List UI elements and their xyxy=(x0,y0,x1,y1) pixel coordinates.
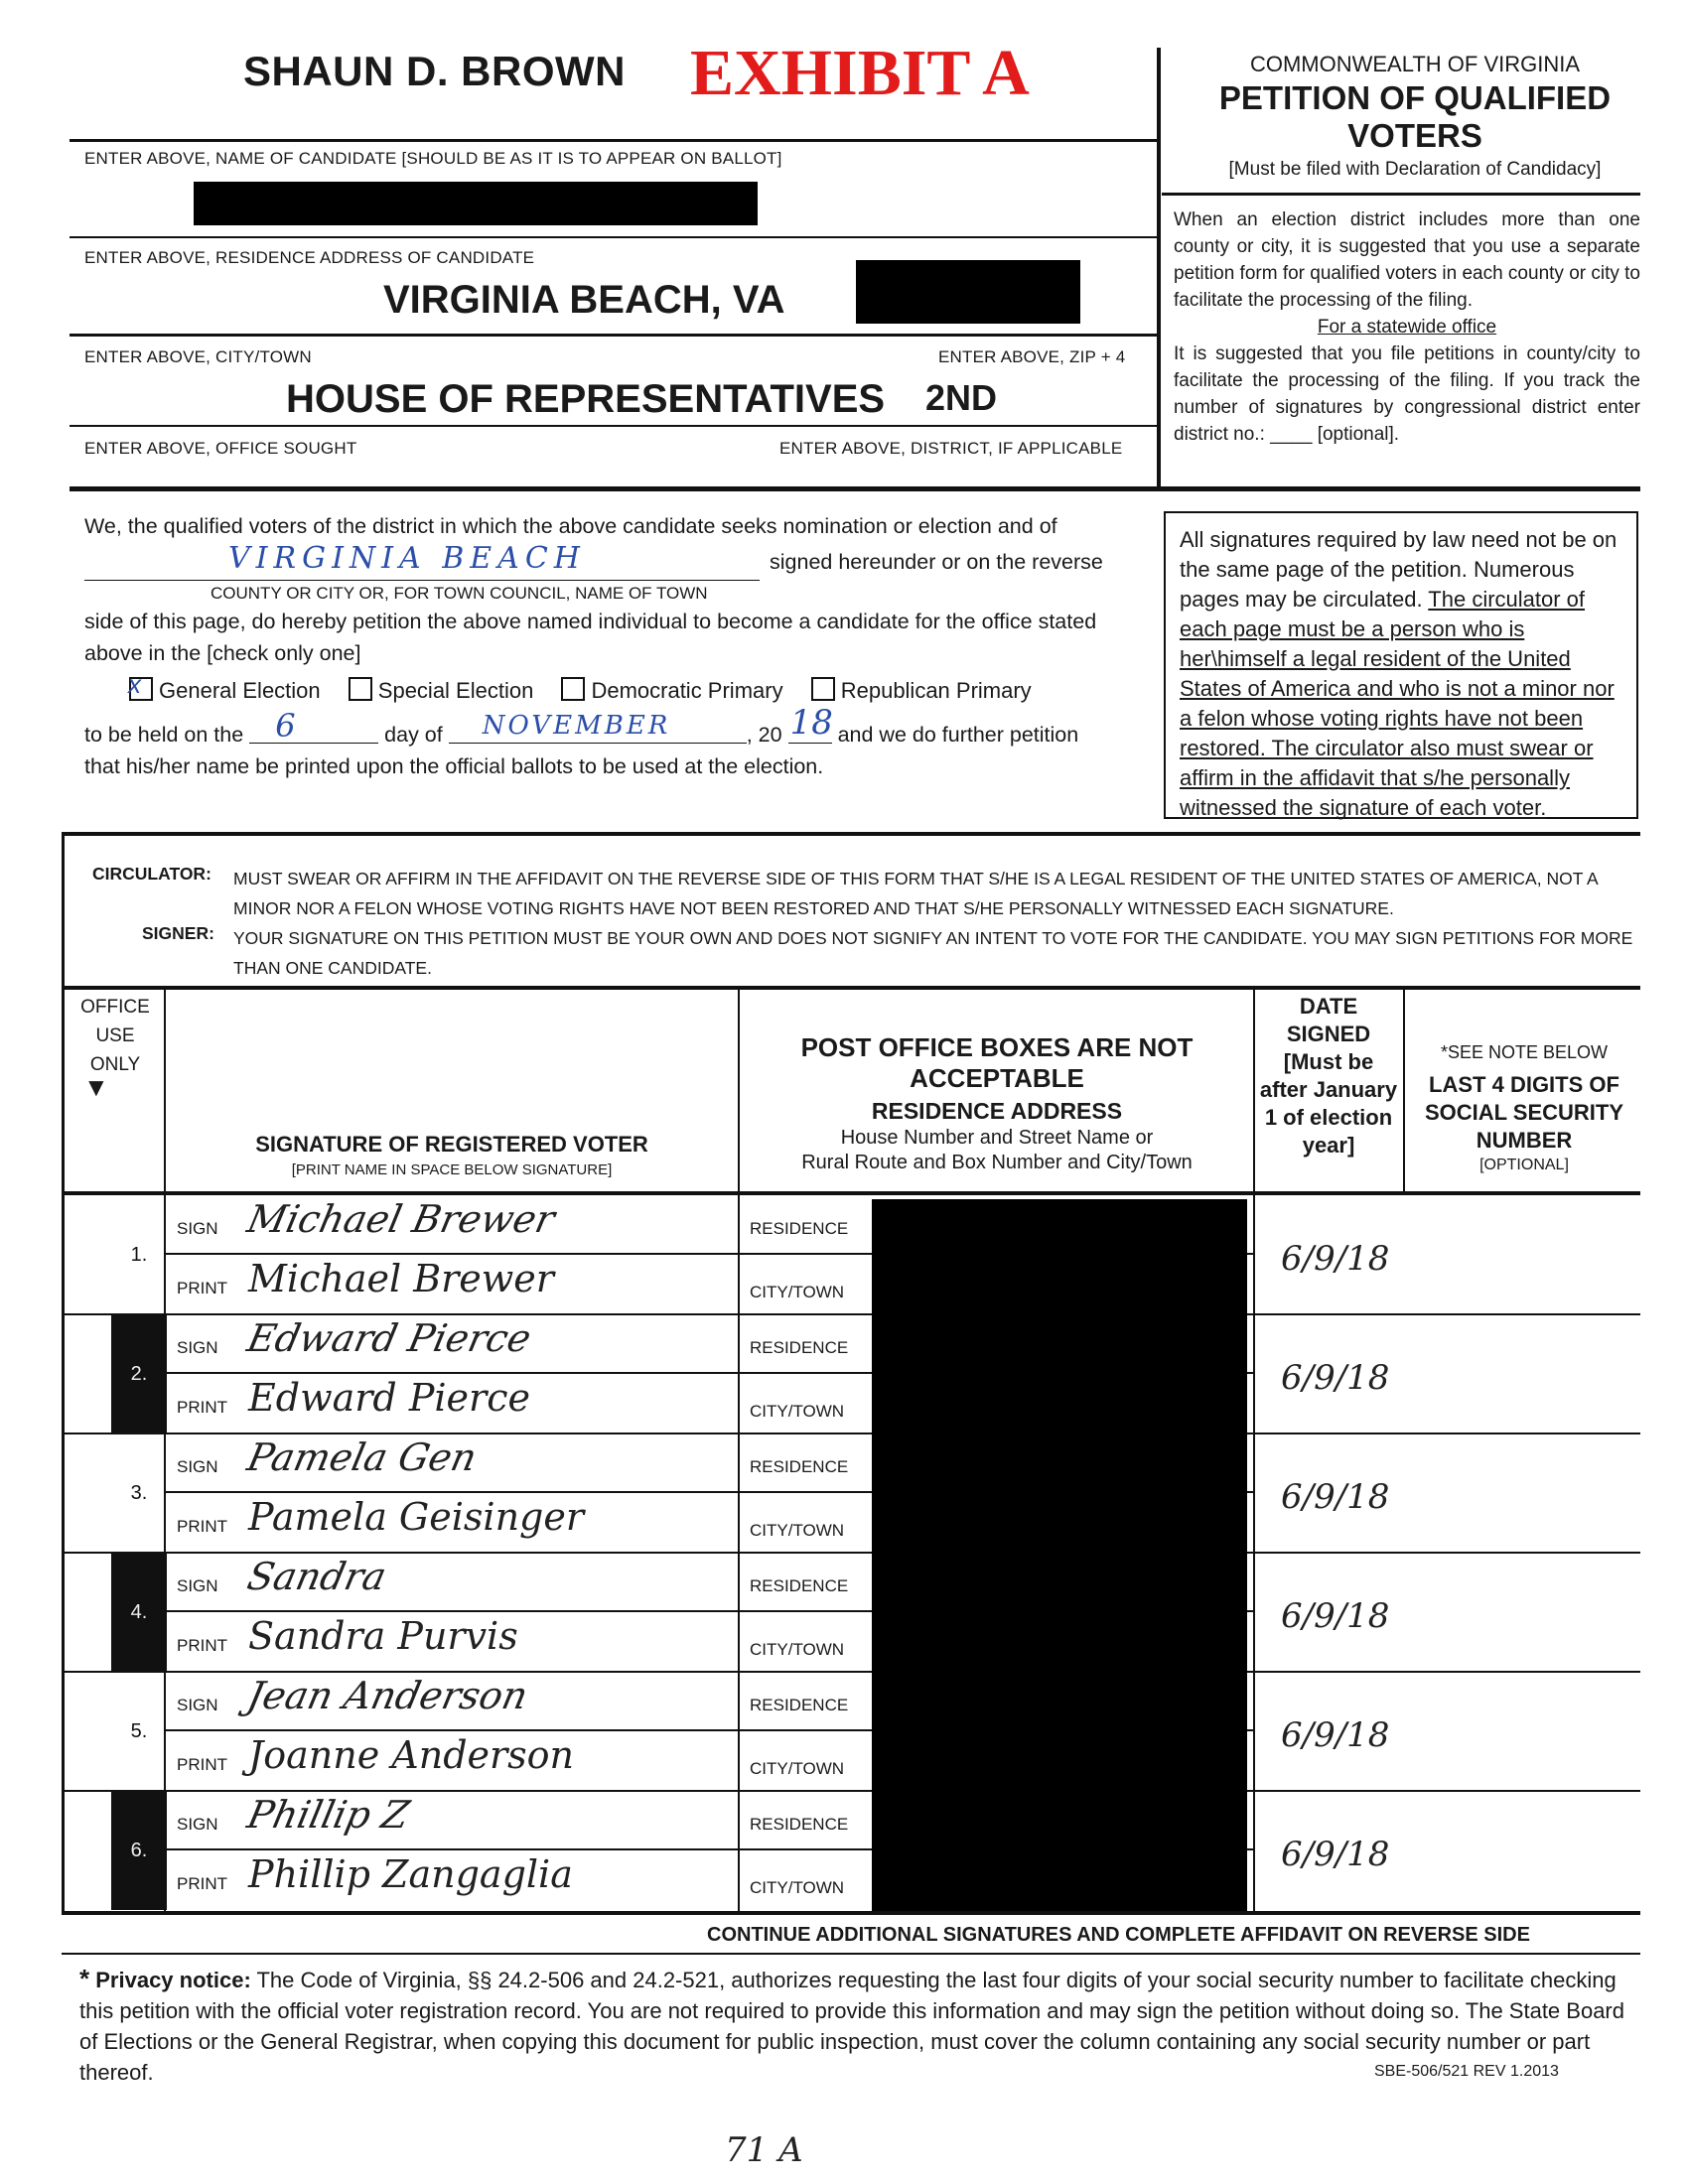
district-number: 2ND xyxy=(925,377,998,418)
form-title: PETITION OF QUALIFIED xyxy=(1218,79,1612,116)
ssn-cell[interactable] xyxy=(1406,1553,1640,1672)
redacted-zip xyxy=(856,260,1080,324)
office-use-arrow: ▼ xyxy=(83,1072,109,1102)
option-general-election: General Election xyxy=(159,678,321,703)
ssn-cell[interactable] xyxy=(1406,1672,1640,1791)
voter-signature[interactable]: Jean Anderson xyxy=(243,1674,532,1717)
form-title-2: VOTERS xyxy=(1347,117,1482,154)
label-city: ENTER ABOVE, CITY/TOWN xyxy=(84,347,312,366)
continue-note: CONTINUE ADDITIONAL SIGNATURES AND COMPLETE AFFIDAVIT ON REVERSE SIDE xyxy=(707,1924,1530,1946)
po-boxes-note: POST OFFICE BOXES ARE NOT xyxy=(800,1032,1194,1062)
ssn-cell[interactable] xyxy=(1406,1195,1640,1314)
date-signed[interactable]: 6/9/18 xyxy=(1281,1596,1390,1636)
date-signed[interactable]: 6/9/18 xyxy=(1281,1835,1390,1874)
page-note: 71 A xyxy=(725,2130,803,2170)
residence-sub-1: House Number and Street Name or xyxy=(840,1127,1154,1149)
form-id: SBE-506/521 REV 1.2013 xyxy=(1374,2063,1559,2080)
po-boxes-note-2: ACCEPTABLE xyxy=(910,1063,1084,1093)
label-residence: ENTER ABOVE, RESIDENCE ADDRESS OF CANDIDATE xyxy=(84,248,535,267)
city-label: CITY/TOWN xyxy=(750,1402,845,1421)
residence-label: RESIDENCE xyxy=(750,1219,849,1238)
voter-signature[interactable]: Phillip Z xyxy=(243,1793,414,1837)
candidate-name: SHAUN D. BROWN xyxy=(243,48,626,94)
row-number: 3. xyxy=(130,1482,148,1504)
sign-label: SIGN xyxy=(177,1815,218,1834)
day-of-text: day of xyxy=(384,723,443,747)
note-text-a: All signatures required by law need not be on the same page of the petition. Numerous pages may be circulated. xyxy=(1180,527,1618,612)
print-label: PRINT xyxy=(177,1398,227,1417)
ssn-note: *SEE NOTE BELOW xyxy=(1440,1042,1609,1062)
voter-printed-name[interactable]: Michael Brewer xyxy=(248,1257,554,1300)
city-label: CITY/TOWN xyxy=(750,1759,845,1778)
city-label: CITY/TOWN xyxy=(750,1878,845,1897)
voter-printed-name[interactable]: Pamela Geisinger xyxy=(248,1495,585,1539)
city-state: VIRGINIA BEACH, VA xyxy=(383,278,785,322)
redacted-address xyxy=(194,182,758,225)
held-on-text: to be held on the xyxy=(84,723,244,747)
instructions-paragraph-1: When an election district includes more than one county or city, it is suggested that you use a separate petition form for qualified voters in each county or city to facilitate the processing of the filing. xyxy=(1174,209,1640,311)
print-label: PRINT xyxy=(177,1874,227,1893)
state-name: COMMONWEALTH OF VIRGINIA xyxy=(1249,52,1581,76)
date-signed[interactable]: 6/9/18 xyxy=(1281,1477,1390,1517)
petition-line-4: above in the [check only one] xyxy=(84,641,361,665)
voter-printed-name[interactable]: Phillip Zangaglia xyxy=(248,1852,573,1896)
sign-label: SIGN xyxy=(177,1338,218,1357)
option-special-election: Special Election xyxy=(377,678,534,703)
year-value: 18 xyxy=(789,703,833,743)
ssn-cell[interactable] xyxy=(1406,1791,1640,1910)
year-prefix: , 20 xyxy=(746,723,782,747)
label-candidate-name: ENTER ABOVE, NAME OF CANDIDATE [SHOULD BE AS IT IS TO APPEAR ON BALLOT] xyxy=(84,149,782,168)
voter-signature[interactable]: Sandra xyxy=(243,1555,390,1598)
residence-label: RESIDENCE xyxy=(750,1696,849,1714)
print-label: PRINT xyxy=(177,1636,227,1655)
residence-label: RESIDENCE xyxy=(750,1815,849,1834)
county-value: VIRGINIA BEACH xyxy=(228,541,586,576)
date-signed[interactable]: 6/9/18 xyxy=(1281,1239,1390,1279)
exhibit-label: EXHIBIT A xyxy=(690,37,1030,109)
office-sought: HOUSE OF REPRESENTATIVES xyxy=(286,377,886,421)
city-label: CITY/TOWN xyxy=(750,1640,845,1659)
circulator-label: CIRCULATOR: xyxy=(92,864,211,884)
statewide-heading: For a statewide office xyxy=(1317,317,1497,338)
row-number: 2. xyxy=(111,1314,167,1433)
redacted-residences xyxy=(872,1199,1247,1911)
signer-text: YOUR SIGNATURE ON THIS PETITION MUST BE YOUR OWN AND DOES NOT SIGNIFY AN INTENT TO VOTE FOR THE CANDIDATE. YOU MAY SIGN PETITIONS FOR MORE THAN ONE CANDIDATE. xyxy=(233,928,1633,978)
city-label: CITY/TOWN xyxy=(750,1521,845,1540)
office-use-label: OFFICE USE ONLY xyxy=(80,997,150,1075)
date-header: DATE SIGNED [Must be after January 1 of election year] xyxy=(1259,994,1398,1158)
petition-line-1: We, the qualified voters of the district in which the above candidate seeks nomination or election and of xyxy=(84,514,1057,538)
residence-sub-2: Rural Route and Box Number and City/Town xyxy=(801,1152,1193,1173)
petition-line-3: side of this page, do hereby petition the above named individual to become a candidate for the office stated xyxy=(84,610,1097,633)
ssn-cell[interactable] xyxy=(1406,1314,1640,1433)
label-office: ENTER ABOVE, OFFICE SOUGHT xyxy=(84,439,357,458)
signature-header: SIGNATURE OF REGISTERED VOTER xyxy=(255,1132,648,1157)
county-label: COUNTY OR CITY OR, FOR TOWN COUNCIL, NAME OF TOWN xyxy=(211,584,708,603)
checkbox-republican-primary[interactable] xyxy=(811,677,835,701)
day-value: 6 xyxy=(275,707,296,745)
residence-label: RESIDENCE xyxy=(750,1338,849,1357)
print-label: PRINT xyxy=(177,1517,227,1536)
print-label: PRINT xyxy=(177,1279,227,1297)
sign-label: SIGN xyxy=(177,1696,218,1714)
note-text-b: The circulator of each page must be a person who is her\himself a legal resident of the United States of America and who is not a minor nor a felon whose voting rights have not been restored. The circulator also must swear or affirm in the affidavit that s/he personally witnessed the signature of each voter. xyxy=(1180,587,1615,820)
row-number: 6. xyxy=(111,1791,167,1910)
voter-signature[interactable]: Michael Brewer xyxy=(243,1197,559,1241)
petition-line-6: that his/her name be printed upon the official ballots to be used at the election. xyxy=(84,754,824,778)
sign-label: SIGN xyxy=(177,1219,218,1238)
further-text: and we do further petition xyxy=(837,723,1079,747)
checkbox-democratic-primary[interactable] xyxy=(561,677,585,701)
option-republican-primary: Republican Primary xyxy=(840,678,1032,703)
voter-signature[interactable]: Edward Pierce xyxy=(243,1316,535,1360)
sign-label: SIGN xyxy=(177,1457,218,1476)
voter-signature[interactable]: Pamela Gen xyxy=(243,1435,481,1479)
residence-label: RESIDENCE xyxy=(750,1457,849,1476)
voter-printed-name[interactable]: Edward Pierce xyxy=(248,1376,530,1420)
sign-label: SIGN xyxy=(177,1576,218,1595)
checkbox-general-election[interactable]: x xyxy=(129,677,153,701)
date-signed[interactable]: 6/9/18 xyxy=(1281,1715,1390,1755)
ssn-cell[interactable] xyxy=(1406,1433,1640,1553)
row-number: 5. xyxy=(130,1720,148,1742)
month-value: NOVEMBER xyxy=(482,711,671,741)
residence-header: RESIDENCE ADDRESS xyxy=(871,1098,1123,1124)
signature-subheader: [PRINT NAME IN SPACE BELOW SIGNATURE] xyxy=(291,1161,613,1178)
date-signed[interactable]: 6/9/18 xyxy=(1281,1358,1390,1398)
voter-printed-name[interactable]: Joanne Anderson xyxy=(248,1733,575,1777)
signed-text: signed hereunder or on the reverse xyxy=(770,550,1103,574)
city-label: CITY/TOWN xyxy=(750,1283,845,1301)
option-democratic-primary: Democratic Primary xyxy=(591,678,783,703)
circulator-text: MUST SWEAR OR AFFIRM IN THE AFFIDAVIT ON THE REVERSE SIDE OF THIS FORM THAT S/HE IS A LEGAL RESIDENT OF THE UNITED STATES OF AMERICA, NOT A MINOR NOR A FELON WHOSE VOTING RIGHTS HAVE NOT BEEN RESTORED AND THAT S/HE PERSONALLY WITNESSED EACH SIGNATURE. xyxy=(233,869,1598,918)
voter-printed-name[interactable]: Sandra Purvis xyxy=(248,1614,518,1658)
privacy-label: Privacy notice: xyxy=(95,1968,251,1992)
residence-label: RESIDENCE xyxy=(750,1576,849,1595)
ssn-optional: [OPTIONAL] xyxy=(1479,1157,1569,1173)
row-number: 1. xyxy=(130,1244,148,1266)
print-label: PRINT xyxy=(177,1755,227,1774)
instructions-paragraph-2: It is suggested that you file petitions in county/city to facilitate the processing of the filing. If you track the number of signatures by congressional district enter district no.: ____ [optional]. xyxy=(1174,343,1640,445)
label-zip: ENTER ABOVE, ZIP + 4 xyxy=(938,347,1126,366)
label-district: ENTER ABOVE, DISTRICT, IF APPLICABLE xyxy=(779,439,1123,458)
row-number: 4. xyxy=(111,1553,167,1672)
form-subtitle: [Must be filed with Declaration of Candidacy] xyxy=(1228,159,1602,180)
privacy-text: The Code of Virginia, §§ 24.2-506 and 24.2-521, authorizes requesting the last four digits of your social security number to facilitate checking this petition with the official voter registration record. You are not required to provide this information and may sign the petition without doing so. The State Board of Elections or the General Registrar, when copying this document for public inspection, must cover the column containing any social security number or part thereof. xyxy=(79,1968,1624,2085)
signature-note-box xyxy=(1164,511,1638,819)
ssn-header: LAST 4 DIGITS OF SOCIAL SECURITY NUMBER xyxy=(1424,1072,1624,1153)
signer-label: SIGNER: xyxy=(142,923,214,943)
checkbox-special-election[interactable] xyxy=(349,677,372,701)
